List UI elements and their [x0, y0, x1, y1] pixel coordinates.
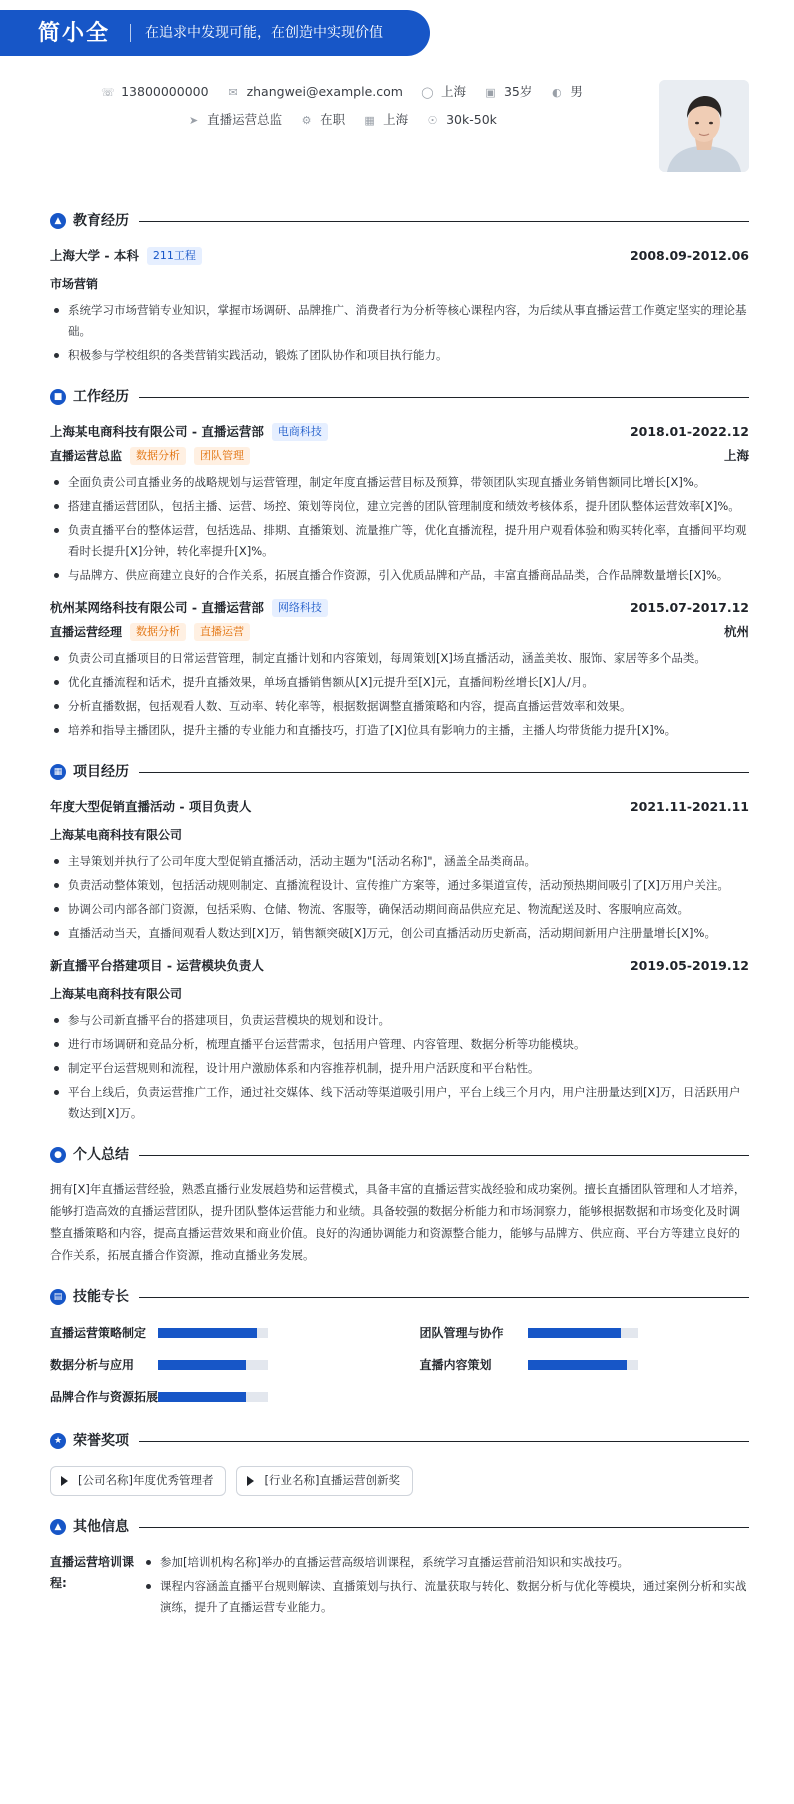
- profile-photo: [659, 80, 749, 172]
- education-entry: [50, 244, 749, 366]
- other-section-title: [50, 1512, 749, 1542]
- project-name: 年度大型促销直播活动 - 项目负责人: [50, 798, 252, 814]
- list-item: 平台上线后，负责运营推广工作，通过社交媒体、线下活动等渠道吸引用户，平台上线三个月内，用户注册量达到[X]万，日活跃用户数达到[X]万。: [50, 1082, 749, 1124]
- skill-item: [50, 1352, 380, 1378]
- list-item: 主导策划并执行了公司年度大型促销直播活动，活动主题为"[活动名称]"，涵盖全品类商品。: [50, 851, 749, 872]
- section-divider: [139, 221, 749, 222]
- skill-bar: [158, 1392, 268, 1402]
- project-header: [50, 954, 749, 978]
- project-date: 2019.05-2019.12: [629, 957, 749, 973]
- list-item: 负责公司直播项目的日常运营管理，制定直播计划和内容策划，每周策划[X]场直播活动，涵盖美妆、服饰、家居等多个品类。: [50, 648, 749, 669]
- section-divider: [139, 397, 749, 398]
- skill-name: 直播内容策划: [419, 1358, 492, 1372]
- project-company: 上海某电商科技有限公司: [50, 987, 183, 1001]
- skill-bar-fill: [528, 1360, 627, 1370]
- awards-heading: 荣誉奖项: [73, 1432, 129, 1449]
- skill-item: [420, 1352, 750, 1378]
- projects-heading: 项目经历: [73, 763, 129, 780]
- list-item: 培养和指导主播团队，提升主播的专业能力和直播技巧，打造了[X]位具有影响力的主播，主播人均带货能力提升[X]%。: [50, 720, 749, 741]
- awards-section-title: [50, 1426, 749, 1456]
- list-item: 课程内容涵盖直播平台规则解读、直播策划与执行、流量获取与转化、数据分析与优化等模块，通过案例分析和实战演练，提升了直播运营专业能力。: [142, 1576, 749, 1618]
- work-role-row: [50, 444, 749, 468]
- education-section-title: [50, 206, 749, 236]
- skill-item: [50, 1320, 380, 1346]
- project-bullets: [50, 1010, 749, 1124]
- project-header: [50, 795, 749, 819]
- section-divider: [139, 772, 749, 773]
- play-icon: [247, 1476, 254, 1486]
- list-item: 与品牌方、供应商建立良好的合作关系，拓展直播合作资源，引入优质品牌和产品，丰富直播商品品类，合作品牌数量增长[X]%。: [50, 565, 749, 586]
- skill-tag: 直播运营: [194, 623, 250, 641]
- building-icon: ▦: [364, 113, 375, 127]
- email-item: [227, 83, 403, 102]
- phone-item: [101, 83, 208, 102]
- target-city-value: 上海: [383, 111, 409, 127]
- age-item: [484, 83, 532, 102]
- bar-chart-icon: ▤: [50, 1289, 66, 1305]
- skill-tag: 团队管理: [194, 447, 250, 465]
- section-divider: [139, 1297, 749, 1298]
- list-item: 进行市场调研和竞品分析，梳理直播平台运营需求，包括用户管理、内容管理、数据分析等功能模块。: [50, 1034, 749, 1055]
- education-date: 2008.09-2012.06: [629, 247, 749, 263]
- location-icon: ◯: [421, 85, 434, 99]
- other-info: [50, 1552, 749, 1621]
- award-label: [行业名称]直播运营创新奖: [264, 1473, 400, 1488]
- skill-bar-fill: [528, 1328, 622, 1338]
- company-tag: 电商科技: [272, 423, 328, 441]
- status-value: 在职: [320, 111, 346, 127]
- summary-text: 拥有[X]年直播运营经验，熟悉直播行业发展趋势和运营模式，具备丰富的直播运营实战经验和成功案例。擅长直播团队管理和人才培养，能够打造高效的直播运营团队，提升团队整体运营能力和业绩。具备较强的数据分析能力和市场洞察力，能够根据数据和市场变化及时调整直播策略和内容，提高直播运营效果和商业价值。良好的沟通协调能力和资源整合能力，能够与品牌方、供应商、平台方等建立良好的合作关系，拓展直播合作资源，推动直播业务发展。: [50, 1182, 746, 1262]
- work-bullets: [50, 648, 749, 741]
- skill-bar: [158, 1360, 268, 1370]
- list-item: 制定平台运营规则和流程，设计用户激励体系和内容推荐机制，提升用户活跃度和平台粘性。: [50, 1058, 749, 1079]
- project-name: 新直播平台搭建项目 - 运营模块负责人: [50, 957, 264, 973]
- age-value: 35岁: [503, 83, 533, 99]
- education-bullets: [50, 300, 749, 366]
- education-header: [50, 244, 749, 268]
- grid-icon: ▦: [50, 764, 66, 780]
- skill-bar: [528, 1328, 638, 1338]
- skill-bar-fill: [158, 1360, 246, 1370]
- project-entry: [50, 954, 749, 1124]
- education-major: 市场营销: [50, 277, 99, 291]
- school-name: 上海大学 - 本科: [50, 247, 139, 263]
- section-divider: [139, 1155, 749, 1156]
- summary-section-title: [50, 1140, 749, 1170]
- skill-bar: [528, 1360, 638, 1370]
- header-banner: [0, 10, 430, 56]
- phone-value: 13800000000: [121, 83, 209, 99]
- skill-name: 团队管理与协作: [419, 1326, 504, 1340]
- gender-item: [550, 83, 583, 102]
- list-item: 优化直播流程和话术，提升直播效果，单场直播销售额从[X]元提升至[X]元，直播间粉丝增长[X]人/月。: [50, 672, 749, 693]
- salary-icon: ☉: [427, 113, 438, 127]
- status-icon: ⚙: [301, 113, 312, 127]
- candidate-name: 简小全: [38, 20, 111, 46]
- summary-heading: 个人总结: [73, 1146, 129, 1163]
- skill-bar-fill: [158, 1328, 257, 1338]
- list-item: 积极参与学校组织的各类营销实践活动，锻炼了团队协作和项目执行能力。: [50, 345, 749, 366]
- salary-value: 30k-50k: [446, 111, 497, 127]
- banner-divider: [130, 24, 131, 42]
- education-heading: 教育经历: [73, 212, 129, 229]
- city-value: 上海: [440, 83, 466, 99]
- briefcase-icon: ■: [50, 389, 66, 405]
- company-name: 杭州某网络科技有限公司 - 直播运营部: [50, 599, 264, 615]
- company-tag: 网络科技: [272, 599, 328, 617]
- work-role: [50, 620, 250, 644]
- section-divider: [139, 1441, 749, 1442]
- award-item: [50, 1466, 226, 1496]
- work-heading: 工作经历: [73, 388, 129, 405]
- list-item: 搭建直播运营团队，包括主播、运营、场控、策划等岗位，建立完善的团队管理制度和绩效考核体系，提升团队整体运营效率[X]%。: [50, 496, 749, 517]
- city-item: [421, 83, 466, 102]
- project-company: 上海某电商科技有限公司: [50, 828, 183, 842]
- company-name: 上海某电商科技有限公司 - 直播运营部: [50, 423, 264, 439]
- medal-icon: ★: [50, 1433, 66, 1449]
- section-divider: [139, 1527, 749, 1528]
- role-title: 直播运营经理: [50, 625, 123, 639]
- work-role-row: [50, 620, 749, 644]
- info-icon: ▲: [50, 1519, 66, 1535]
- work-header: [50, 420, 749, 444]
- list-item: 系统学习市场营销专业知识，掌握市场调研、品牌推广、消费者行为分析等核心课程内容，为后续从事直播运营工作奠定坚实的理论基础。: [50, 300, 749, 342]
- role-title: 直播运营总监: [50, 449, 123, 463]
- play-icon: [61, 1476, 68, 1486]
- project-date: 2021.11-2021.11: [629, 798, 749, 814]
- gender-value: 男: [570, 83, 583, 99]
- target-city-item: [363, 111, 408, 130]
- skill-tag: 数据分析: [130, 447, 186, 465]
- project-bullets: [50, 851, 749, 944]
- awards-list: [50, 1466, 749, 1496]
- projects-section-title: [50, 757, 749, 787]
- skill-bar: [158, 1328, 268, 1338]
- work-company: [50, 423, 328, 442]
- list-item: 参加[培训机构名称]举办的直播运营高级培训课程，系统学习直播运营前沿知识和实战技巧。: [142, 1552, 749, 1573]
- salary-item: [426, 111, 497, 130]
- graduation-cap-icon: ▲: [50, 213, 66, 229]
- send-icon: ➤: [188, 113, 199, 127]
- education-school: [50, 247, 202, 266]
- other-label: 直播运营培训课程:: [50, 1555, 135, 1590]
- list-item: 负责直播平台的整体运营，包括选品、排期、直播策划、流量推广等，优化直播流程，提升用户观看体验和购买转化率，直播间平均观看时长提升[X]分钟，转化率提升[X]%。: [50, 520, 749, 562]
- calendar-icon: ▣: [485, 85, 496, 99]
- list-item: 全面负责公司直播业务的战略规划与运营管理，制定年度直播运营目标及预算，带领团队实现直播业务销售额同比增长[X]%。: [50, 472, 749, 493]
- work-bullets: [50, 472, 749, 586]
- skills-heading: 技能专长: [73, 1288, 129, 1305]
- position-item: [187, 111, 282, 130]
- work-location: 上海: [723, 447, 749, 463]
- list-item: 分析直播数据，包括观看人数、互动率、转化率等，根据数据调整直播策略和内容，提高直播运营效率和效果。: [50, 696, 749, 717]
- skills-grid: [50, 1320, 749, 1410]
- user-icon: ●: [50, 1147, 66, 1163]
- work-location: 杭州: [723, 623, 749, 639]
- list-item: 参与公司新直播平台的搭建项目，负责运营模块的规划和设计。: [50, 1010, 749, 1031]
- gender-icon: ◐: [552, 85, 562, 99]
- email-icon: ✉: [228, 85, 238, 99]
- list-item: 协调公司内部各部门资源，包括采购、仓储、物流、客服等，确保活动期间商品供应充足、物流配送及时、客服响应高效。: [50, 899, 749, 920]
- work-role: [50, 444, 250, 468]
- motto: 在追求中发现可能，在创造中实现价值: [145, 24, 384, 41]
- position-value: 直播运营总监: [207, 111, 283, 127]
- phone-icon: ☏: [101, 85, 115, 99]
- work-header: [50, 596, 749, 620]
- status-item: [300, 111, 345, 130]
- resume-content: [50, 196, 749, 1621]
- work-company: [50, 599, 328, 618]
- work-date: 2015.07-2017.12: [629, 599, 749, 615]
- skill-item: [420, 1320, 750, 1346]
- work-entry: [50, 420, 749, 586]
- skill-tag: 数据分析: [130, 623, 186, 641]
- list-item: 负责活动整体策划，包括活动规则制定、直播流程设计、宣传推广方案等，通过多渠道宣传，活动预热期间吸引了[X]万用户关注。: [50, 875, 749, 896]
- work-section-title: [50, 382, 749, 412]
- school-tag: 211工程: [147, 247, 202, 265]
- skill-item: [50, 1384, 380, 1410]
- award-label: [公司名称]年度优秀管理者: [78, 1473, 214, 1488]
- other-bullets: [142, 1552, 749, 1621]
- award-item: [236, 1466, 412, 1496]
- skill-name: 直播运营策略制定: [50, 1326, 147, 1340]
- work-date: 2018.01-2022.12: [629, 423, 749, 439]
- list-item: 直播活动当天，直播间观看人数达到[X]万，销售额突破[X]万元，创公司直播活动历史新高，活动期间新用户注册量增长[X]%。: [50, 923, 749, 944]
- other-heading: 其他信息: [73, 1518, 129, 1535]
- project-entry: [50, 795, 749, 944]
- skill-bar-fill: [158, 1392, 246, 1402]
- skill-name: 数据分析与应用: [50, 1358, 135, 1372]
- skills-section-title: [50, 1282, 749, 1312]
- email-value: zhangwei@example.com: [246, 83, 403, 99]
- work-entry: [50, 596, 749, 741]
- skill-name: 品牌合作与资源拓展: [50, 1390, 159, 1404]
